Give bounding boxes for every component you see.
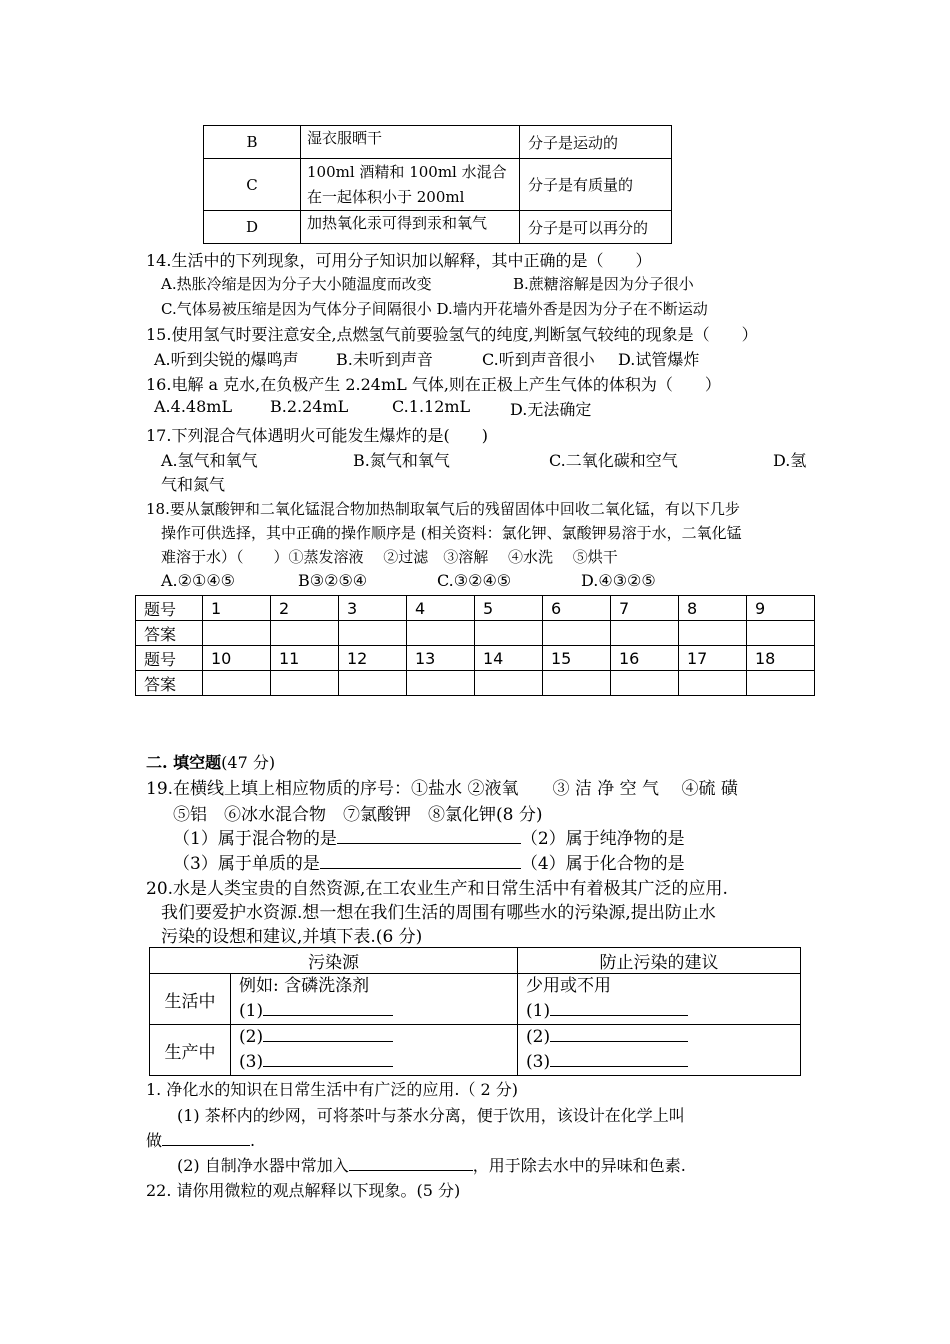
- answer-cell[interactable]: [747, 671, 815, 696]
- explanation-cell: 分子是运动的: [520, 126, 672, 159]
- text: 做: [146, 1131, 163, 1150]
- answer-cell[interactable]: [339, 671, 407, 696]
- answer-cell[interactable]: [611, 671, 679, 696]
- part-label: （1）属于混合物的是: [173, 829, 337, 849]
- blank-line: [239, 1050, 517, 1075]
- blank-number: (1): [239, 1001, 264, 1021]
- question-number: 8: [679, 596, 747, 621]
- answer-blank[interactable]: [550, 1050, 688, 1067]
- question-14-option-b: B.蔗糖溶解是因为分子很小: [513, 275, 694, 293]
- answer-cell[interactable]: [475, 621, 543, 646]
- question-15-stem: 15.使用氢气时要注意安全,点燃氢气前要验氢气的纯度,判断氢气较纯的现象是（ ）: [146, 325, 758, 344]
- text: (2) 自制净水器中常加入: [177, 1156, 349, 1175]
- table-row: [204, 211, 672, 244]
- question-16-stem: 16.电解 a 克水,在负极产生 2.24mL 气体,则在正极上产生气体的体积为（ ）: [146, 375, 721, 394]
- phenomenon-text: 100ml 酒精和 100ml 水混合: [307, 162, 507, 181]
- question-18-option-d: D.④③②⑤: [581, 571, 656, 590]
- question-number: 2: [271, 596, 339, 621]
- answer-cell[interactable]: [203, 621, 271, 646]
- blank-number: (3): [239, 1052, 264, 1072]
- explanation-cell: 分子是有质量的: [520, 159, 672, 211]
- suggestion-text: 少用或不用: [526, 976, 611, 996]
- answer-blank[interactable]: [162, 1129, 250, 1146]
- blank-number: (1): [526, 1001, 551, 1021]
- answer-cell[interactable]: [611, 621, 679, 646]
- prevention-cell: [518, 1025, 801, 1076]
- blank-number: (2): [239, 1027, 264, 1047]
- question-14-option-cd: C.气体易被压缩是因为气体分子间隔很小 D.墙内开花墙外香是因为分子在不断运动: [161, 300, 708, 318]
- option-key: D: [204, 211, 301, 244]
- question-17-stem: 17.下列混合气体遇明火可能发生爆炸的是( ): [146, 426, 488, 445]
- pollution-cell: [231, 974, 518, 1025]
- answer-cell[interactable]: [271, 621, 339, 646]
- question-15-option-c: C.听到声音很小: [482, 350, 595, 369]
- question-17-option-a: A.氢气和氧气: [161, 451, 258, 470]
- question-14-option-a: A.热胀冷缩是因为分子大小随温度而改变: [161, 275, 432, 293]
- question-17-option-d: D.氢: [773, 451, 807, 470]
- table-row: [204, 159, 672, 211]
- blank-line: [526, 1025, 800, 1050]
- answer-cell[interactable]: [543, 621, 611, 646]
- answer-cell[interactable]: [407, 621, 475, 646]
- question-22-line-1: 22. 请你用微粒的观点解释以下现象。(5 分): [146, 1181, 461, 1200]
- phenomenon-cell: [301, 126, 520, 159]
- question-17-option-c: C.二氧化碳和空气: [549, 451, 678, 470]
- question-18-option-c: C.③②④⑤: [437, 571, 512, 590]
- table-row: [136, 621, 815, 646]
- question-number: 1: [203, 596, 271, 621]
- question-number: 9: [747, 596, 815, 621]
- question-15-option-a: A.听到尖锐的爆鸣声: [154, 350, 299, 369]
- answer-cell[interactable]: [339, 621, 407, 646]
- answer-cell[interactable]: [475, 671, 543, 696]
- question-18-line-2: 操作可供选择，其中正确的操作顺序是 (相关资料：氯化钾、氯酸钾易溶于水，二氧化锰: [161, 524, 742, 542]
- question-16-option-b: B.2.24mL: [270, 397, 349, 416]
- question-19-part-1: [173, 824, 685, 849]
- section-points: (47 分): [221, 753, 276, 772]
- answer-blank[interactable]: [550, 999, 688, 1016]
- question-number: 15: [543, 646, 611, 671]
- question-16-option-a: A.4.48mL: [154, 397, 233, 416]
- question-number: 12: [339, 646, 407, 671]
- question-18-line-1: 18.要从氯酸钾和二氧化锰混合物加热制取氧气后的残留固体中回收二氧化锰，有以下几步: [146, 500, 740, 518]
- table-header-row: [150, 948, 801, 974]
- question-21-line-3: [146, 1128, 255, 1151]
- blank-number: (3): [526, 1052, 551, 1072]
- table-row: [150, 1025, 801, 1076]
- question-number: 10: [203, 646, 271, 671]
- table-row: [136, 596, 815, 621]
- blank-line: [526, 999, 800, 1024]
- header-prevention: 防止污染的建议: [518, 948, 801, 974]
- answer-blank[interactable]: [349, 1154, 473, 1171]
- answer-blank[interactable]: [263, 999, 393, 1016]
- question-number-label: 题号: [136, 596, 203, 621]
- pollution-cell: [231, 1025, 518, 1076]
- answer-cell[interactable]: [407, 671, 475, 696]
- header-pollution-source: 污染源: [150, 948, 518, 974]
- question-21-line-4: [177, 1153, 686, 1176]
- question-number: 17: [679, 646, 747, 671]
- answer-blank[interactable]: [263, 1050, 393, 1067]
- question-16-option-d: D.无法确定: [510, 400, 592, 419]
- text: ，用于除去水中的异味和色素.: [472, 1156, 686, 1175]
- table-row: [136, 671, 815, 696]
- option-key: B: [204, 126, 301, 159]
- question-19-line-2: ⑤铝 ⑥冰水混合物 ⑦氯酸钾 ⑧氯化钾(8 分): [173, 805, 543, 825]
- question-number: 4: [407, 596, 475, 621]
- phenomenon-text: 在一起体积小于 200ml: [307, 187, 465, 206]
- phenomenon-cell: [301, 159, 520, 211]
- example-text: 例如: 含磷洗涤剂: [239, 976, 370, 996]
- question-number: 18: [747, 646, 815, 671]
- table-row: [136, 646, 815, 671]
- question-number: 3: [339, 596, 407, 621]
- question-20-line-2: 我们要爱护水资源.想一想在我们生活的周围有哪些水的污染源,提出防止水: [161, 903, 716, 923]
- answer-blank[interactable]: [320, 850, 521, 869]
- answer-cell[interactable]: [203, 671, 271, 696]
- part-label: （3）属于单质的是: [173, 854, 320, 874]
- explanation-cell: 分子是可以再分的: [520, 211, 672, 244]
- option-key: C: [204, 159, 301, 211]
- answer-cell[interactable]: [679, 671, 747, 696]
- question-15-option-b: B.未听到声音: [336, 350, 433, 369]
- answer-cell[interactable]: [271, 671, 339, 696]
- answer-blank[interactable]: [263, 1025, 393, 1042]
- question-14-stem: 14.生活中的下列现象，可用分子知识加以解释，其中正确的是（ ）: [146, 251, 652, 270]
- row-label-life: 生活中: [150, 974, 231, 1025]
- question-20-line-1: 20.水是人类宝贵的自然资源,在工农业生产和日常生活中有着极其广泛的应用.: [146, 879, 728, 899]
- table-row: [150, 974, 801, 1025]
- question-number: 16: [611, 646, 679, 671]
- question-21-line-1: 1. 净化水的知识在日常生活中有广泛的应用.（ 2 分): [146, 1080, 519, 1099]
- answer-label: 答案: [136, 671, 203, 696]
- question-18-line-3: 难溶于水）（ ）①蒸发溶液 ②过滤 ③溶解 ④水洗 ⑤烘干: [161, 548, 618, 566]
- blank-line: [526, 1050, 800, 1075]
- question-17-option-d-cont: 气和氮气: [161, 475, 226, 494]
- question-number: 11: [271, 646, 339, 671]
- blank-line: [239, 999, 517, 1024]
- pollution-table: [149, 947, 801, 1076]
- question-number: 5: [475, 596, 543, 621]
- answer-cell[interactable]: [679, 621, 747, 646]
- question-19-line-1: 19.在横线上填上相应物质的序号：①盐水 ②液氧 ③ 洁 净 空 气 ④硫 磺: [146, 779, 738, 799]
- question-18-option-a: A.②①④⑤: [161, 571, 236, 590]
- question-18-option-b: B③②⑤④: [298, 571, 368, 590]
- question-17-option-b: B.氮气和氧气: [353, 451, 450, 470]
- part-label: （2）属于纯净物的是: [520, 829, 685, 849]
- phenomenon-text: 湿衣服晒干: [307, 129, 383, 147]
- answer-blank[interactable]: [337, 825, 521, 844]
- blank-line: [239, 1025, 517, 1050]
- question-15-option-d: D.试管爆炸: [618, 350, 700, 369]
- question-number-label: 题号: [136, 646, 203, 671]
- question-19-part-3: [173, 849, 685, 874]
- part-label: （4）属于化合物的是: [520, 854, 685, 874]
- table-row: [204, 126, 672, 159]
- question-number: 13: [407, 646, 475, 671]
- question-21-line-2: (1) 茶杯内的纱网，可将茶叶与茶水分离，便于饮用，该设计在化学上叫: [177, 1106, 685, 1125]
- question-16-option-c: C.1.12mL: [392, 397, 471, 416]
- molecule-explanation-table: [203, 125, 672, 244]
- phenomenon-cell: [301, 211, 520, 244]
- answer-cell[interactable]: [747, 621, 815, 646]
- answer-cell[interactable]: [543, 671, 611, 696]
- text: .: [250, 1131, 256, 1150]
- question-number: 6: [543, 596, 611, 621]
- prevention-cell: [518, 974, 801, 1025]
- question-20-line-3: 污染的设想和建议,并填下表.(6 分): [161, 927, 423, 947]
- section-title: 二. 填空题: [146, 753, 222, 772]
- answer-label: 答案: [136, 621, 203, 646]
- section-2-heading: [146, 750, 275, 773]
- phenomenon-text: 加热氧化汞可得到汞和氧气: [307, 214, 488, 232]
- answer-grid: [135, 595, 815, 696]
- question-number: 7: [611, 596, 679, 621]
- question-number: 14: [475, 646, 543, 671]
- answer-blank[interactable]: [550, 1025, 688, 1042]
- row-label-production: 生产中: [150, 1025, 231, 1076]
- blank-number: (2): [526, 1027, 551, 1047]
